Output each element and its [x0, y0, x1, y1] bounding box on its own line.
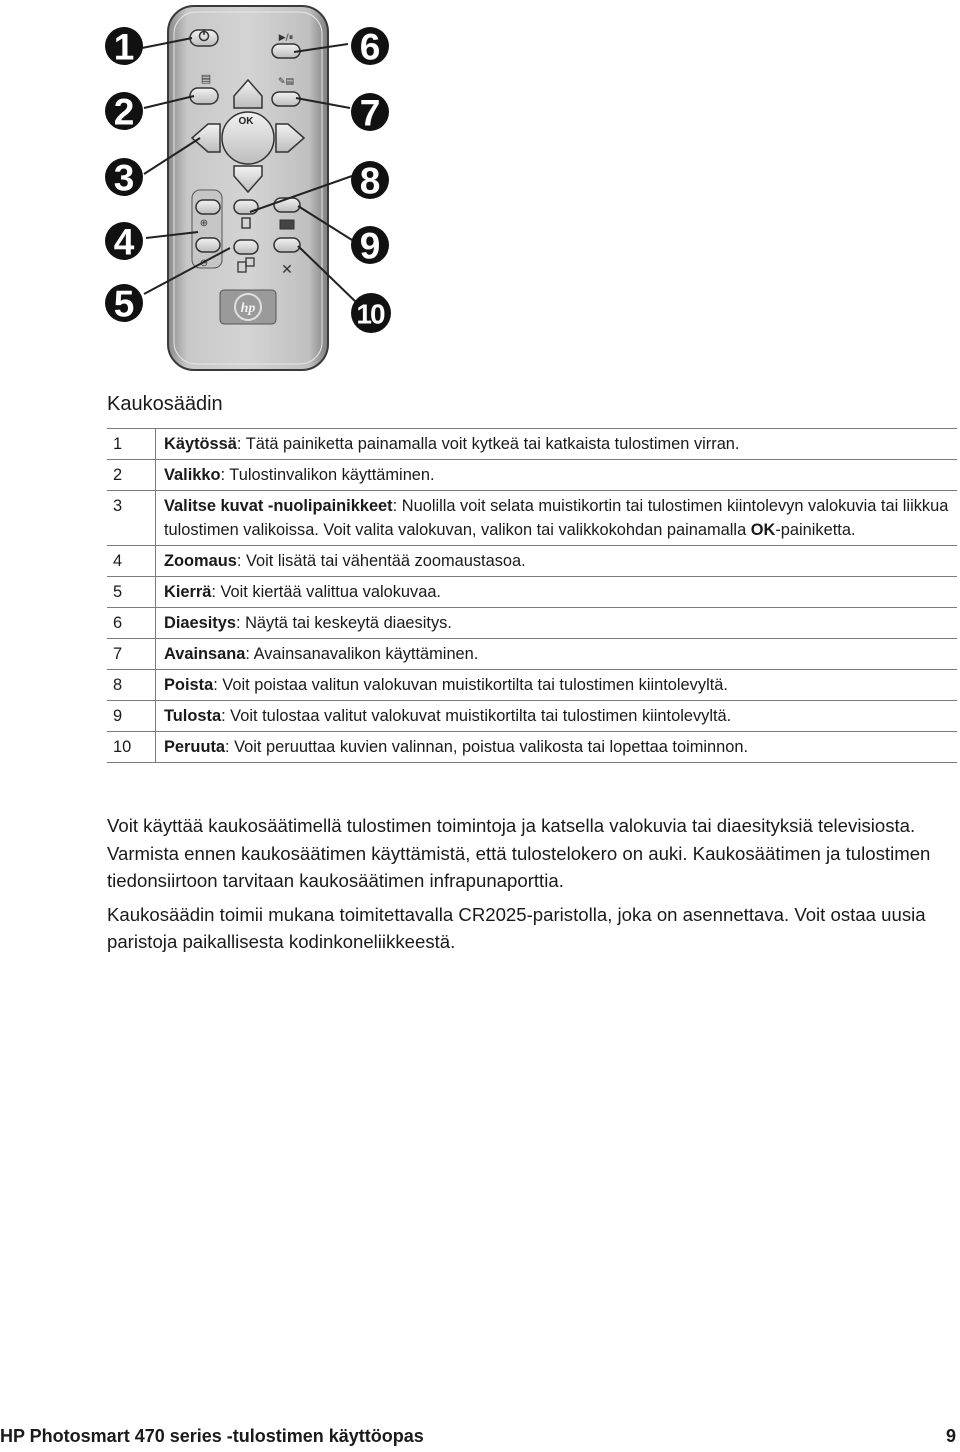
legend-text: : Voit kiertää valittua valokuvaa. [211, 583, 441, 601]
legend-text: : Nuolilla voit selata muistikortin tai tulostimen kiintolevyn valokuvia tai liikkua tulostimen valikoissa. Voit valita valokuvan, valikon tai valikkokohdan painamalla [164, 497, 949, 539]
zoom-out-icon: ⊖ [199, 258, 209, 269]
legend-row [107, 491, 957, 546]
callout-1 [105, 27, 143, 68]
legend-number: 5 [107, 577, 156, 608]
legend-term: Käytössä [164, 435, 237, 453]
legend-term: OK [750, 521, 776, 539]
legend-number: 1 [107, 429, 156, 460]
legend-row [107, 577, 957, 608]
legend-term: Zoomaus [164, 552, 237, 570]
hp-logo [220, 290, 276, 324]
svg-text:hp: hp [240, 301, 256, 316]
legend-text: : Avainsanavalikon käyttäminen. [245, 645, 479, 663]
legend-text: -painiketta. [775, 521, 856, 539]
legend-text: : Tulostinvalikon käyttäminen. [220, 466, 435, 484]
legend-description [156, 732, 958, 763]
legend-number: 8 [107, 670, 156, 701]
svg-text:3: 3 [113, 157, 135, 199]
legend-term: Tulosta [164, 707, 222, 725]
keyword-icon: ✎▤ [277, 77, 295, 87]
legend-term: Poista [164, 676, 214, 694]
legend-description [156, 491, 958, 546]
legend-row [107, 701, 957, 732]
legend-description [156, 429, 958, 460]
callout-5 [105, 284, 143, 325]
legend-row [107, 608, 957, 639]
paragraph: Kaukosäädin toimii mukana toimitettavalla CR2025-paristolla, joka on asennettava. Voit ostaa uusia paristoja paikallisesta kodinkoneliikkeestä. [107, 903, 926, 953]
legend-row [107, 670, 957, 701]
svg-text:2: 2 [113, 91, 135, 133]
svg-text:5: 5 [113, 283, 135, 325]
legend-term: Peruuta [164, 738, 226, 756]
legend-row [107, 460, 957, 491]
legend-description [156, 546, 958, 577]
remote-control-figure [100, 0, 400, 372]
legend-description [156, 460, 958, 491]
callout-2 [105, 92, 143, 133]
svg-text:8: 8 [359, 160, 381, 202]
body-text [107, 812, 957, 962]
power-button [190, 29, 218, 46]
svg-text:10: 10 [356, 298, 384, 330]
legend-text: : Voit tulostaa valitut valokuvat muistikortilta tai tulostimen kiintolevyltä. [221, 707, 732, 725]
legend-number: 10 [107, 732, 156, 763]
svg-text:7: 7 [359, 92, 381, 134]
close-icon: ✕ [281, 262, 293, 278]
callout-7 [351, 93, 389, 134]
legend-term: Kierrä [164, 583, 212, 601]
legend-text: : Voit poistaa valitun valokuvan muistikortilta tai tulostimen kiintolevyltä. [213, 676, 728, 694]
legend-term: Diaesitys [164, 614, 236, 632]
play-pause-icon: ▶/⏸ [278, 33, 294, 43]
callout-4 [105, 222, 143, 263]
callout-3 [105, 158, 143, 199]
legend-table [107, 428, 957, 763]
legend-number: 2 [107, 460, 156, 491]
legend-row [107, 639, 957, 670]
legend-number: 4 [107, 546, 156, 577]
legend-term: Valikko [164, 466, 221, 484]
zoom-in-icon: ⊕ [199, 218, 209, 229]
figure-caption: Kaukosäädin [107, 393, 223, 415]
legend-row [107, 429, 957, 460]
legend-number: 6 [107, 608, 156, 639]
legend-text: : Tätä painiketta painamalla voit kytkeä tai katkaista tulostimen virran. [236, 435, 740, 453]
legend-text: : Voit lisätä tai vähentää zoomaustasoa. [236, 552, 526, 570]
printer-icon [280, 220, 294, 229]
callout-10 [351, 293, 391, 333]
legend-number: 9 [107, 701, 156, 732]
legend-number: 3 [107, 491, 156, 546]
menu-icon: ▤ [200, 72, 212, 85]
ok-label: OK [238, 116, 254, 127]
legend-description [156, 639, 958, 670]
paragraph: Voit käyttää kaukosäätimellä tulostimen toimintoja ja katsella valokuvia tai diaesityksiä televisiosta. Varmista ennen kaukosäätimen käyttämistä, että tulostelokero on auki. Kaukosäätimen ja tulostimen tiedonsiirtoon tarvitaan kaukosäätimen infrapunaporttia. [107, 815, 931, 892]
callout-8 [351, 161, 389, 202]
legend-description [156, 608, 958, 639]
callout-9 [351, 226, 389, 267]
legend-number: 7 [107, 639, 156, 670]
svg-text:4: 4 [113, 221, 135, 263]
svg-text:9: 9 [359, 225, 381, 267]
page-number: 9 [945, 1426, 956, 1446]
legend-term: Valitse kuvat -nuolipainikkeet [164, 497, 393, 515]
legend-term: Avainsana [164, 645, 246, 663]
legend-row [107, 732, 957, 763]
legend-text: : Näytä tai keskeytä diaesitys. [235, 614, 452, 632]
legend-row [107, 546, 957, 577]
legend-description [156, 701, 958, 732]
legend-text: : Voit peruuttaa kuvien valinnan, poistua valikosta tai lopettaa toiminnon. [225, 738, 749, 756]
svg-text:6: 6 [359, 26, 381, 68]
legend-description [156, 670, 958, 701]
legend-description [156, 577, 958, 608]
footer-title: HP Photosmart 470 series -tulostimen käyttöopas [0, 1426, 424, 1446]
svg-text:1: 1 [113, 26, 135, 68]
callout-6 [351, 27, 389, 68]
